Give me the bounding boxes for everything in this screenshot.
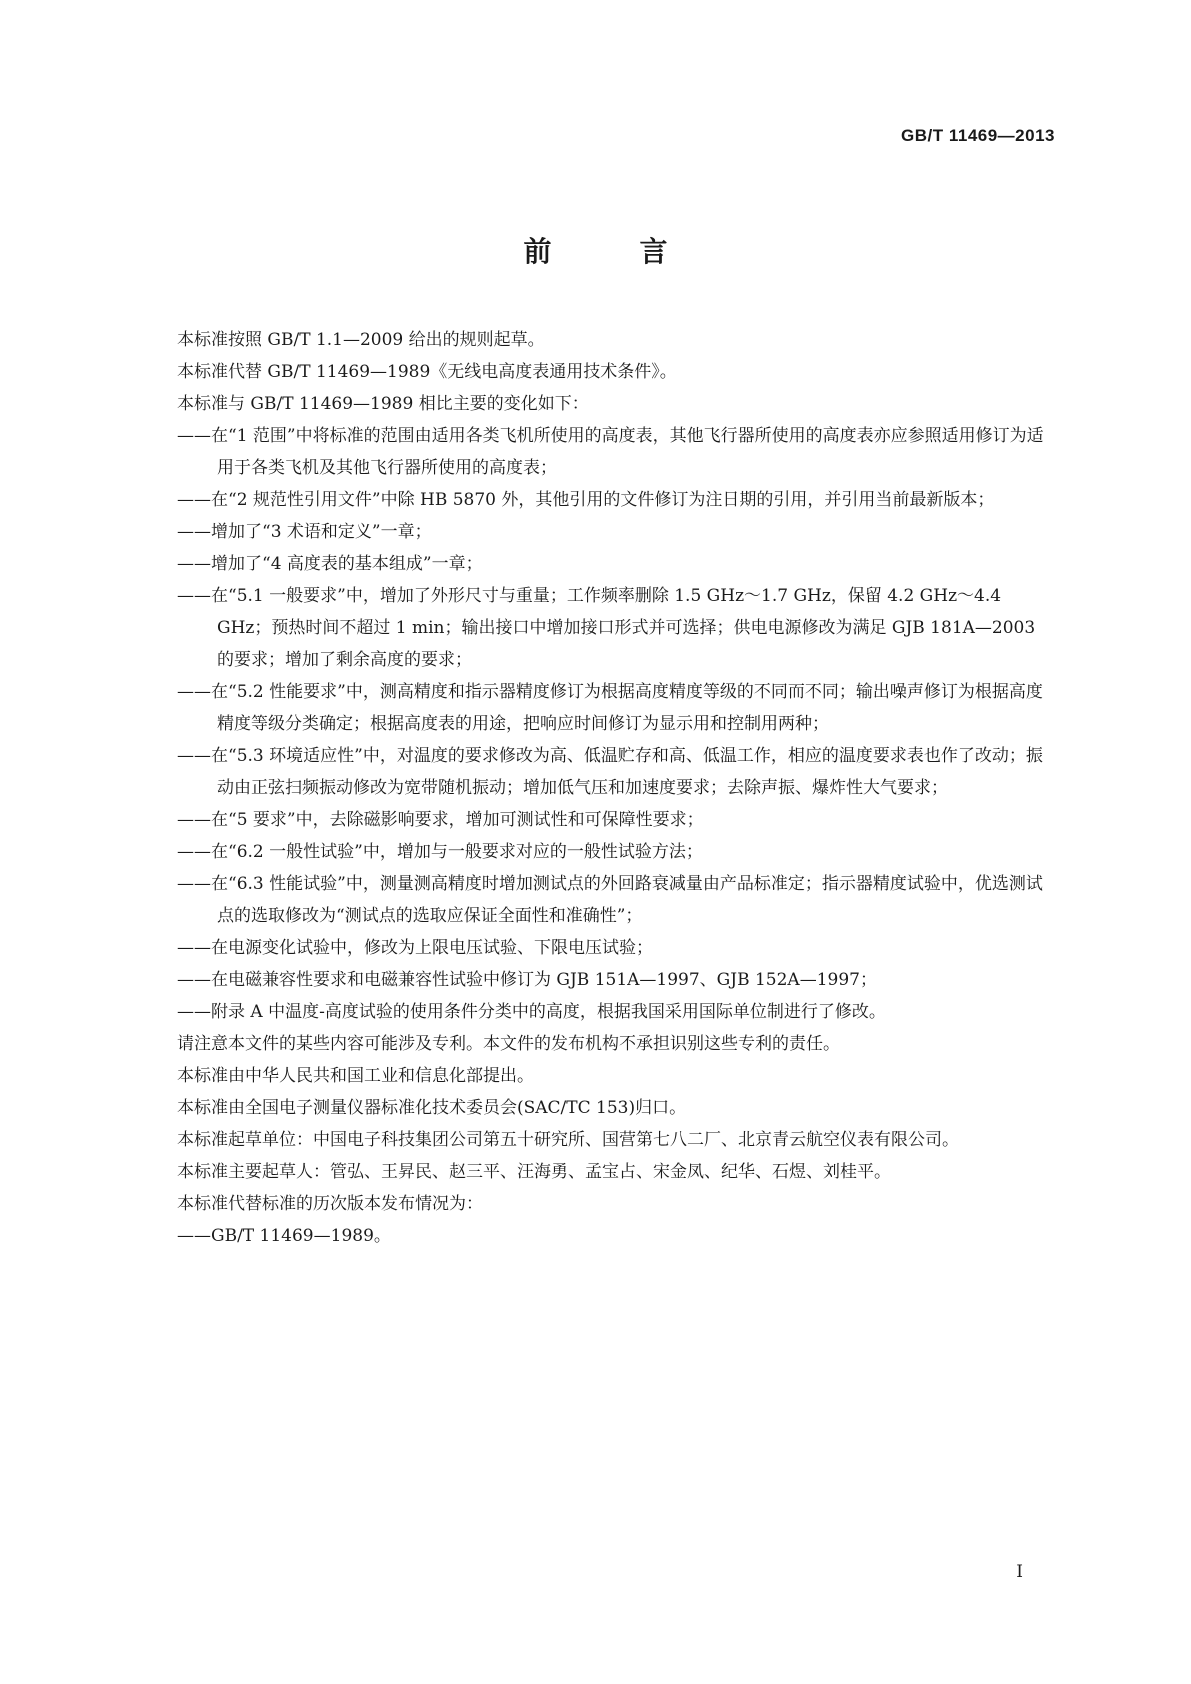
change-item: ——在“5.1 一般要求”中，增加了外形尺寸与重量；工作频率删除 1.5 GHz～1.7 GHz，保留 4.2 GHz～4.4 GHz；预热时间不超过 1 min；输出接口中增加接口形式并可选择；供电电源修改为满足 GJB 181A—2003 的要求；增加了剩余高度的要求； — [177, 586, 1036, 670]
change-item: ——在“2 规范性引用文件”中除 HB 5870 外，其他引用的文件修订为注日期的引用，并引用当前最新版本； — [177, 490, 995, 510]
history-item: ——GB/T 11469—1989。 — [177, 1226, 391, 1246]
paragraph-history-intro: 本标准代替标准的历次版本发布情况为： — [177, 1194, 483, 1214]
change-item: ——在电磁兼容性要求和电磁兼容性试验中修订为 GJB 151A—1997、GJB 152A—1997； — [177, 970, 877, 990]
paragraph-proposer: 本标准由中华人民共和国工业和信息化部提出。 — [177, 1066, 534, 1086]
paragraph-changes-intro: 本标准与 GB/T 11469—1989 相比主要的变化如下： — [177, 394, 589, 414]
page-title: 前 言 — [523, 235, 698, 268]
paragraph-drafters: 本标准主要起草人：管弘、王昇民、赵三平、汪海勇、孟宝占、宋金凤、纪华、石煜、刘桂平。 — [177, 1162, 891, 1182]
change-item: ——在“5.2 性能要求”中，测高精度和指示器精度修订为根据高度精度等级的不同而不同；输出噪声修订为根据高度精度等级分类确定；根据高度表的用途，把响应时间修订为显示用和控制用两种； — [177, 682, 1043, 734]
change-item: ——在“6.3 性能试验”中，测量测高精度时增加测试点的外回路衰减量由产品标准定；指示器精度试验中，优选测试点的选取修改为“测试点的选取应保证全面性和准确性”； — [177, 874, 1043, 926]
page-number: I — [1016, 1562, 1023, 1582]
paragraph-replaces: 本标准代替 GB/T 11469—1989《无线电高度表通用技术条件》。 — [177, 362, 677, 382]
standard-code: GB/T 11469—2013 — [901, 126, 1055, 145]
change-item: ——在“5.3 环境适应性”中，对温度的要求修改为高、低温贮存和高、低温工作，相应的温度要求表也作了改动；振动由正弦扫频振动修改为宽带随机振动；增加低气压和加速度要求；去除声振、爆炸性大气要求； — [177, 746, 1043, 798]
paragraph-technical-committee: 本标准由全国电子测量仪器标准化技术委员会(SAC/TC 153)归口。 — [177, 1098, 687, 1118]
paragraph-drafting-units: 本标准起草单位：中国电子科技集团公司第五十研究所、国营第七八二厂、北京青云航空仪表有限公司。 — [177, 1130, 959, 1150]
change-item: ——附录 A 中温度-高度试验的使用条件分类中的高度，根据我国采用国际单位制进行了修改。 — [177, 1002, 886, 1022]
change-item: ——在“6.2 一般性试验”中，增加与一般要求对应的一般性试验方法； — [177, 842, 703, 862]
paragraph-patent-notice: 请注意本文件的某些内容可能涉及专利。本文件的发布机构不承担识别这些专利的责任。 — [177, 1034, 840, 1054]
document-body — [177, 324, 1057, 1252]
change-item: ——在电源变化试验中，修改为上限电压试验、下限电压试验； — [177, 938, 653, 958]
change-item: ——增加了“4 高度表的基本组成”一章； — [177, 554, 483, 574]
change-item: ——增加了“3 术语和定义”一章； — [177, 522, 432, 542]
paragraph-drafting-rules: 本标准按照 GB/T 1.1—2009 给出的规则起草。 — [177, 330, 545, 350]
change-item: ——在“5 要求”中，去除磁影响要求，增加可测试性和可保障性要求； — [177, 810, 704, 830]
change-item: ——在“1 范围”中将标准的范围由适用各类飞机所使用的高度表，其他飞行器所使用的高度表亦应参照适用修订为适用于各类飞机及其他飞行器所使用的高度表； — [177, 426, 1044, 478]
